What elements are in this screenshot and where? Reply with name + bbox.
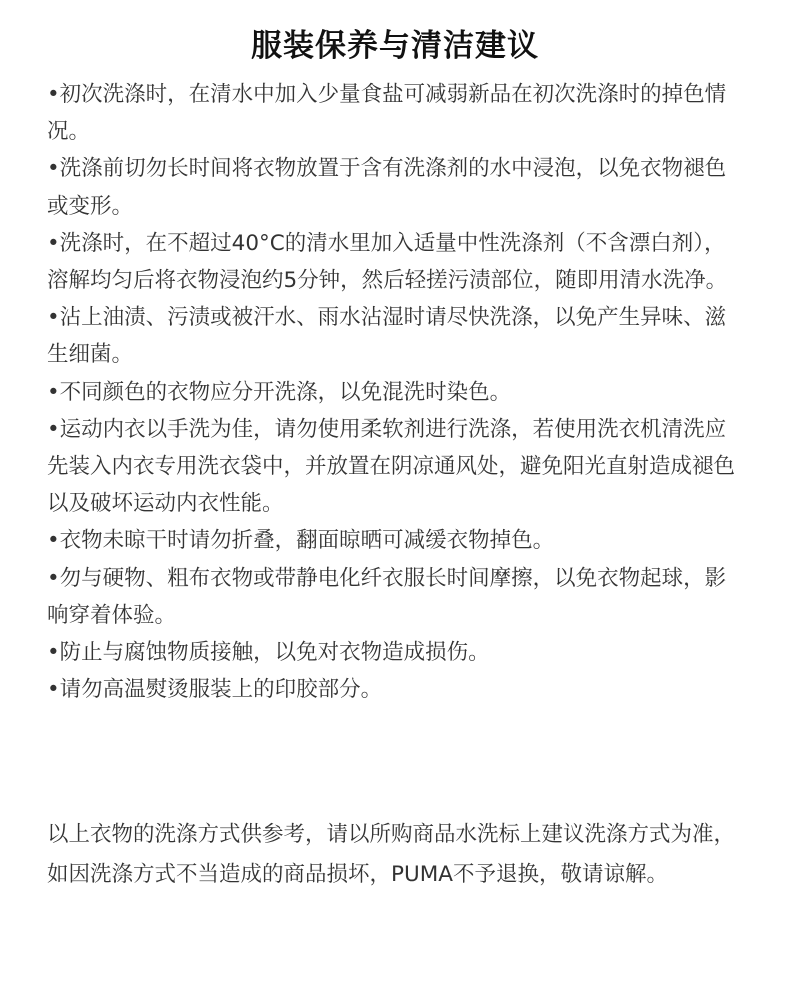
care-tip-item: •沾上油渍、污渍或被汗水、雨水沾湿时请尽快洗涤，以免产生异味、滋生细菌。 <box>47 305 727 368</box>
care-tip-item: •勿与硬物、粗布衣物或带静电化纤衣服长时间摩擦，以免衣物起球，影响穿着体验。 <box>47 565 727 628</box>
care-tip-item: •防止与腐蚀物质接触，以免对衣物造成损伤。 <box>47 640 490 666</box>
care-tip-item: •洗涤时，在不超过40°C的清水里加入适量中性洗涤剂（不含漂白剂），溶解均匀后将衣物浸泡约5分钟，然后轻搓污渍部位，随即用清水洗净。 <box>47 230 728 294</box>
care-tip-item: •运动内衣以手洗为佳，请勿使用柔软剂进行洗涤，若使用洗衣机清洗应先装入内衣专用洗衣袋中，并放置在阴凉通风处，避免阳光直射造成褪色以及破坏运动内衣性能。 <box>47 416 736 517</box>
care-tip-item: •请勿高温熨烫服装上的印胶部分。 <box>47 677 383 703</box>
care-tip-item: •衣物未晾干时请勿折叠，翻面晾晒可减缓衣物掉色。 <box>47 528 555 554</box>
page-title: 服装保养与清洁建议 <box>251 28 539 64</box>
care-tip-item: •不同颜色的衣物应分开洗涤，以免混洗时染色。 <box>47 379 512 405</box>
care-tip-item: •洗涤前切勿长时间将衣物放置于含有洗涤剂的水中浸泡，以免衣物褪色或变形。 <box>47 156 727 219</box>
disclaimer-text: 以上衣物的洗涤方式供参考，请以所购商品水洗标上建议洗涤方式为准，如因洗涤方式不当造成的商品损坏，PUMA不予退换，敬请谅解。 <box>47 821 736 887</box>
care-tip-item: •初次洗涤时，在清水中加入少量食盐可减弱新品在初次洗涤时的掉色情况。 <box>47 82 727 145</box>
care-tips-list <box>47 76 747 708</box>
